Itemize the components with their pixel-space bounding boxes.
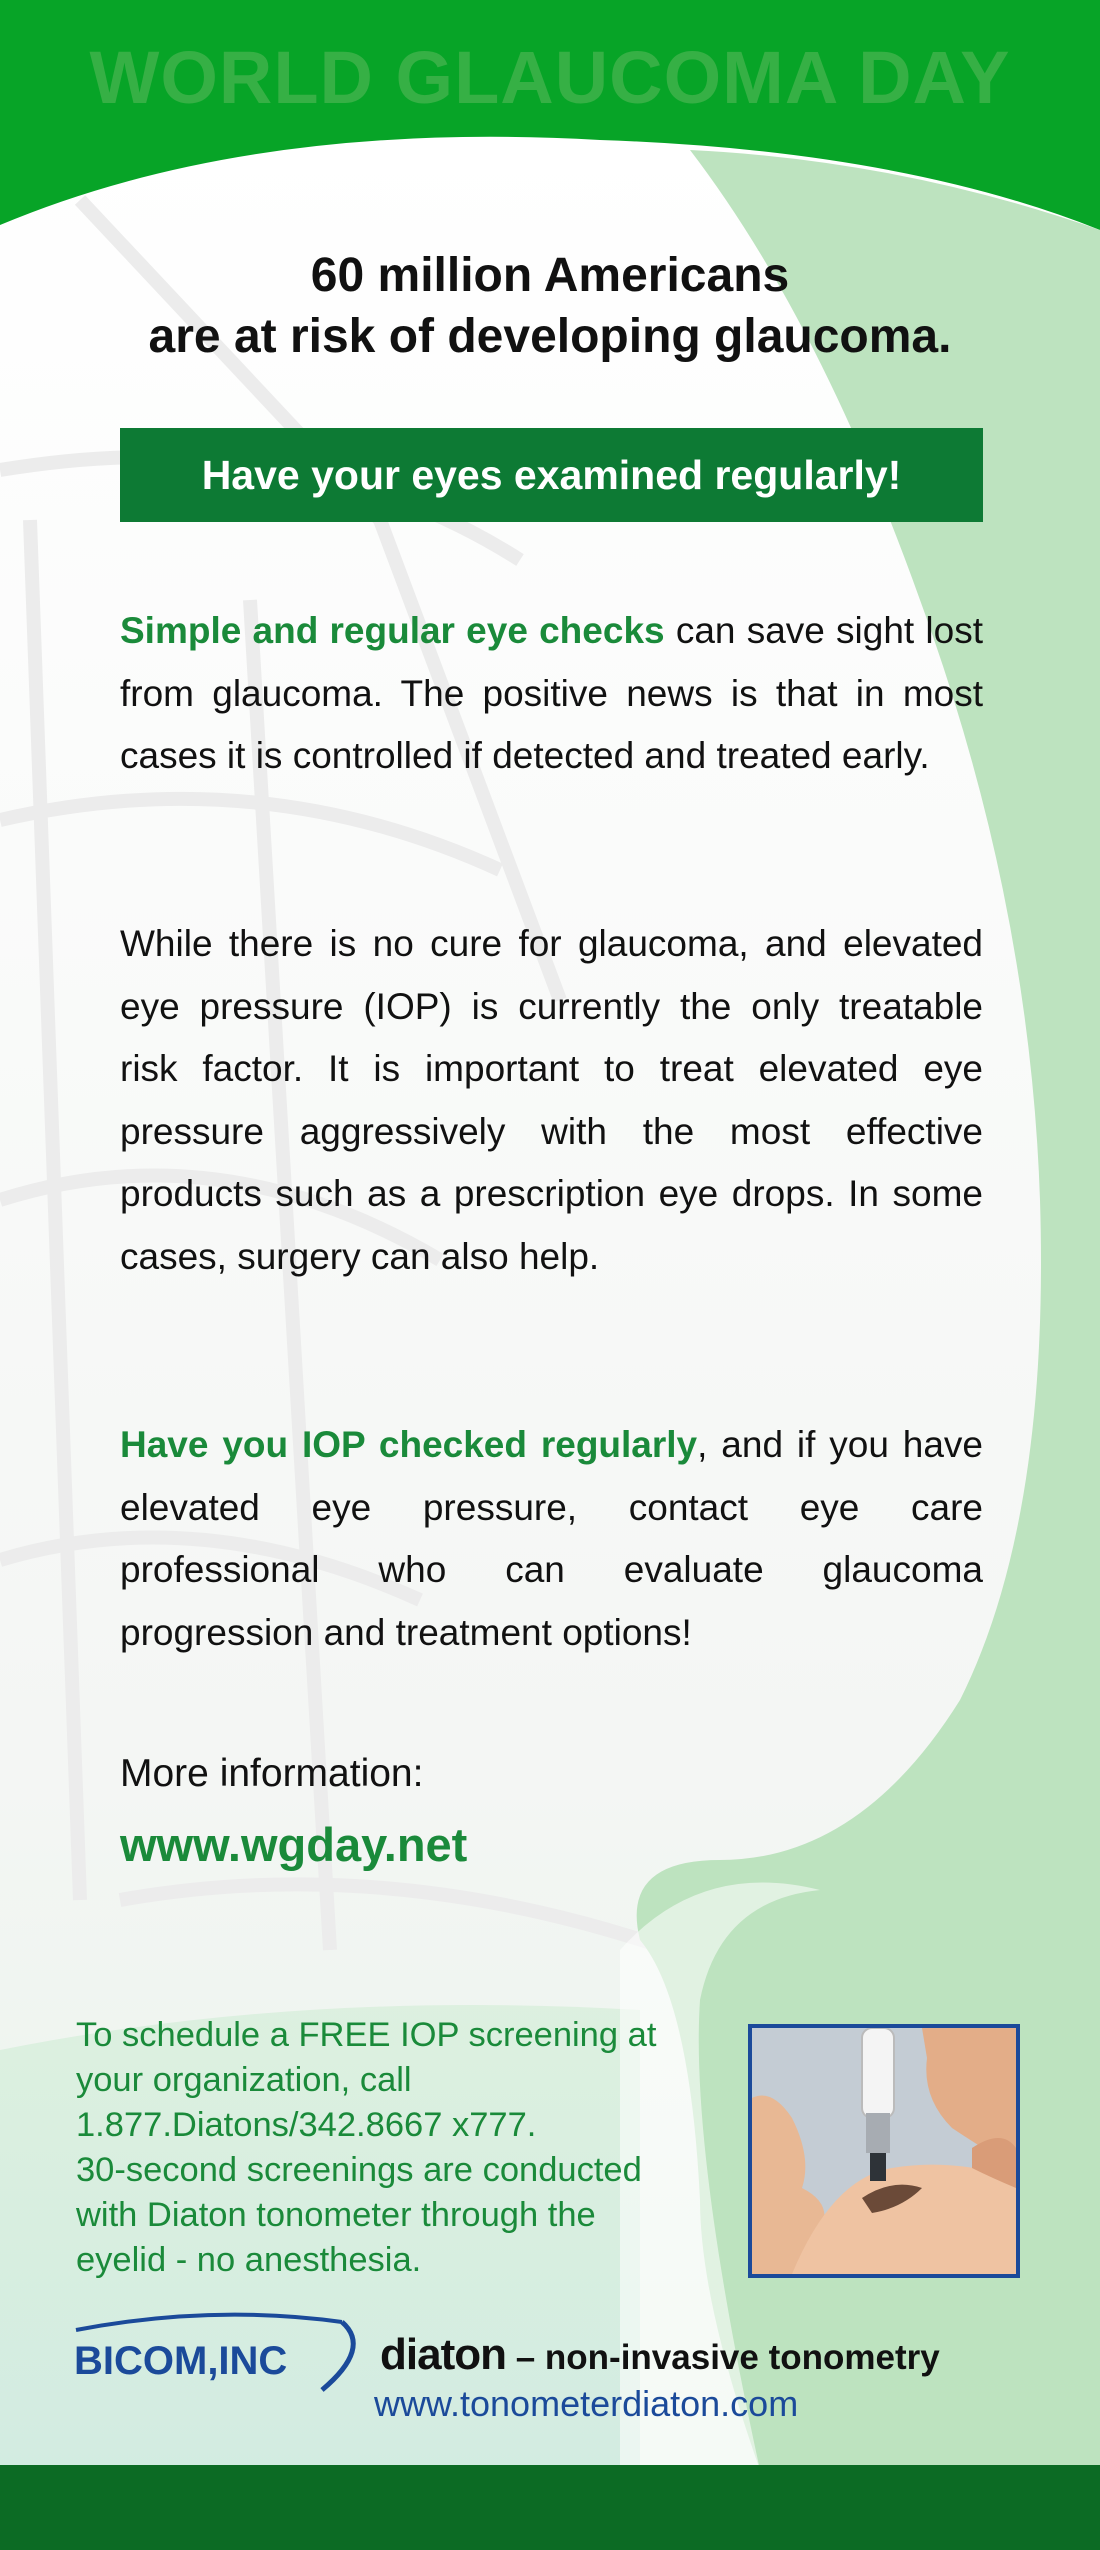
screening-line: with Diaton tonometer through the xyxy=(76,2196,596,2234)
headline-line-2: are at risk of developing glaucoma. xyxy=(148,310,952,363)
paragraph-iop-check xyxy=(120,1414,983,1664)
screening-line: 1.877.Diatons/342.8667 x777. xyxy=(76,2106,537,2144)
paragraph-eye-checks xyxy=(120,600,983,788)
headline xyxy=(100,245,1000,367)
more-info-link[interactable]: www.wgday.net xyxy=(120,1818,468,1871)
screening-line: eyelid - no anesthesia. xyxy=(76,2241,422,2279)
paragraph-text: can save sight lost from glaucoma. The positive news is that in most cases it is controlled if detected and treated early. xyxy=(120,610,983,776)
paragraph-no-cure: While there is no cure for glaucoma, and elevated eye pressure (IOP) is currently the only treatable risk factor. It is important to treat elevated eye pressure aggressively with the most effective products such as a prescription eye drops. In some cases, surgery can also help. xyxy=(120,923,983,1277)
screening-line: 30-second screenings are conducted xyxy=(76,2151,642,2189)
diaton-website-link[interactable]: www.tonometerdiaton.com xyxy=(374,2383,799,2424)
headline-line-1: 60 million Americans xyxy=(310,249,790,302)
screening-line: To schedule a FREE IOP screening at xyxy=(76,2016,657,2054)
more-info-label: More information: xyxy=(120,1752,424,1795)
diaton-brand-line xyxy=(380,2330,940,2380)
paragraph-highlight: Have you IOP checked regularly xyxy=(120,1424,698,1465)
screening-line: your organization, call xyxy=(76,2061,412,2099)
screening-info xyxy=(76,2013,726,2283)
diaton-tagline: – non-invasive tonometry xyxy=(505,2338,940,2377)
tonometer-exam-photo xyxy=(748,2024,1020,2278)
paragraph-highlight: Simple and regular eye checks xyxy=(120,610,665,651)
bicom-logo xyxy=(72,2308,372,2398)
bicom-logo-text: BICOM,INC xyxy=(74,2339,288,2383)
paragraph-text: , and if you have elevated eye pressure, contact eye care professional who can evaluate glaucoma progression and treatment options! xyxy=(120,1424,983,1653)
banner-title: WORLD GLAUCOMA DAY xyxy=(89,36,1011,119)
cta-banner: Have your eyes examined regularly! xyxy=(120,428,983,522)
diaton-brand: diaton xyxy=(380,2330,506,2379)
